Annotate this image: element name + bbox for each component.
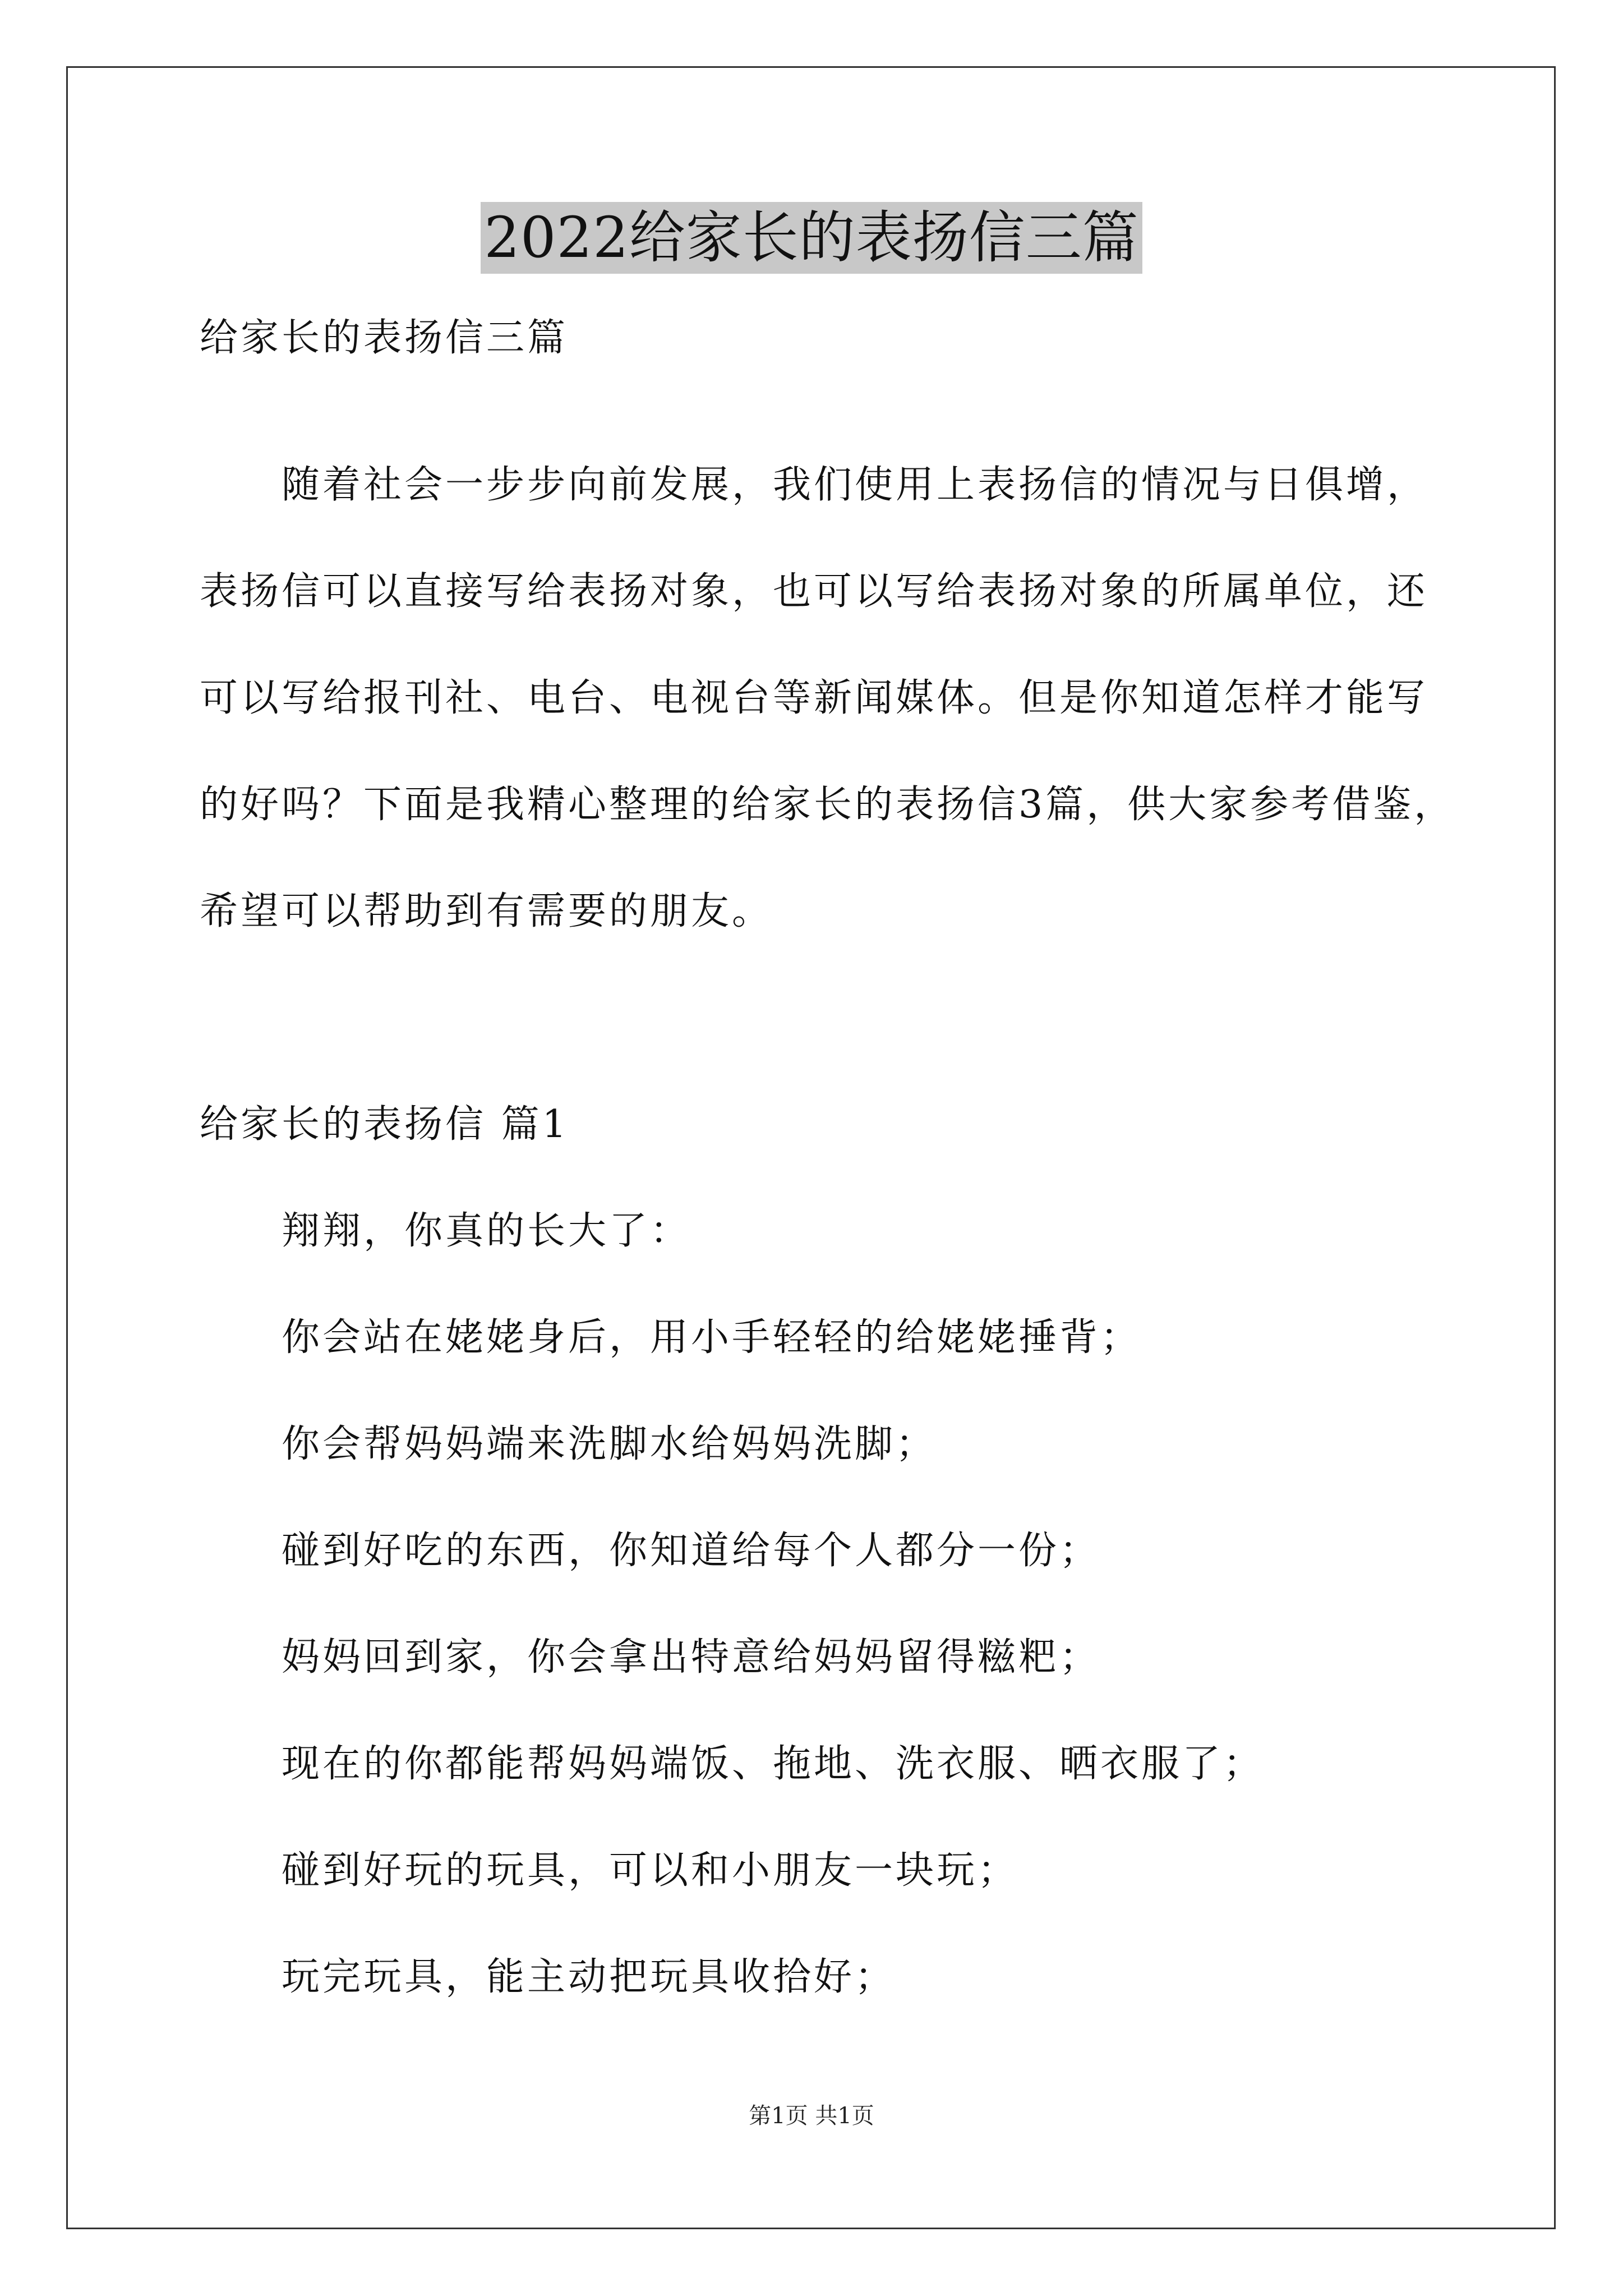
letter-line: 你会帮妈妈端来洗脚水给妈妈洗脚； [282, 1422, 937, 1466]
letter-line: 你会站在姥姥身后，用小手轻轻的给姥姥捶背； [282, 1315, 1142, 1360]
letter-line: 翔翔，你真的长大了： [282, 1209, 691, 1253]
letter-line: 玩完玩具，能主动把玩具收拾好； [282, 1955, 896, 1999]
letter-line: 碰到好玩的玩具，可以和小朋友一块玩； [282, 1848, 1019, 1893]
page-footer: 第1页 共1页 [749, 2103, 874, 2129]
section-heading: 给家长的表扬信 篇1 [200, 1102, 569, 1147]
intro-line: 希望可以帮助到有需要的朋友。 [200, 889, 773, 933]
letter-line: 妈妈回到家，你会拿出特意给妈妈留得糍粑； [282, 1635, 1101, 1680]
letter-line: 碰到好吃的东西，你知道给每个人都分一份； [282, 1529, 1101, 1573]
title-block [0, 202, 1623, 274]
document-subtitle: 给家长的表扬信三篇 [200, 316, 569, 360]
intro-line: 随着社会一步步向前发展，我们使用上表扬信的情况与日俱增， [282, 463, 1428, 507]
intro-line: 的好吗？下面是我精心整理的给家长的表扬信3篇，供大家参考借鉴， [200, 783, 1455, 827]
intro-line: 表扬信可以直接写给表扬对象，也可以写给表扬对象的所属单位，还 [200, 569, 1428, 614]
document-title: 2022给家长的表扬信三篇 [481, 202, 1142, 274]
letter-line: 现在的你都能帮妈妈端饭、拖地、洗衣服、晒衣服了； [282, 1742, 1265, 1786]
intro-line: 可以写给报刊社、电台、电视台等新闻媒体。但是你知道怎样才能写 [200, 676, 1428, 720]
